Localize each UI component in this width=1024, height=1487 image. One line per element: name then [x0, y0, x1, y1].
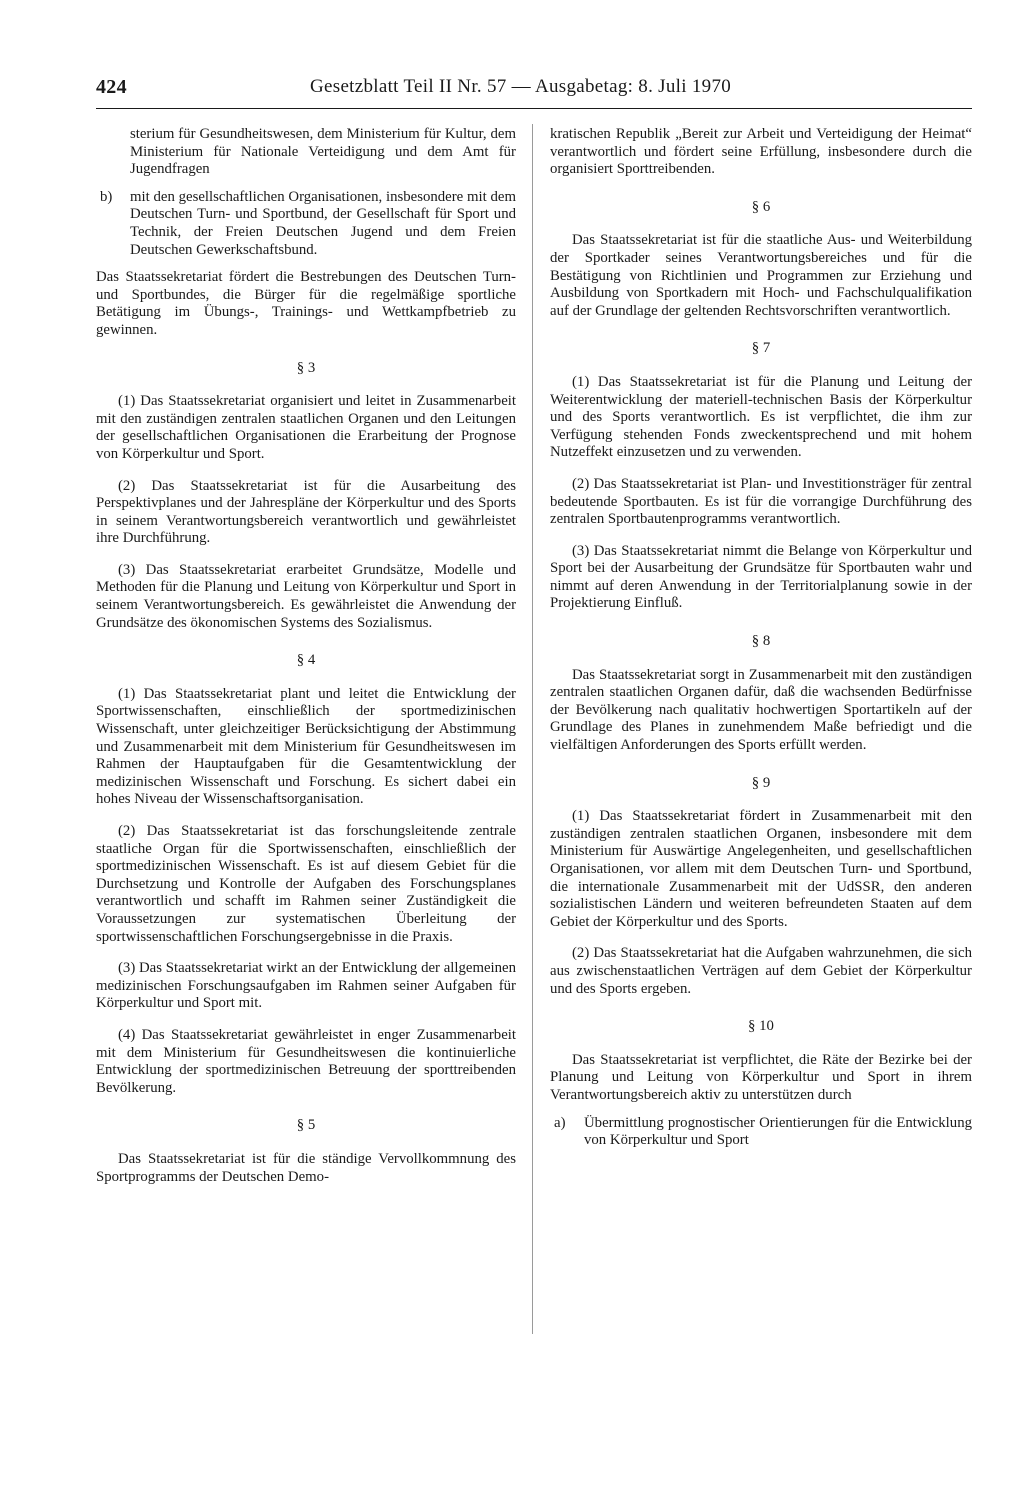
header-rule: [96, 108, 972, 109]
section-heading-5-label: § 5: [296, 1117, 316, 1134]
section-9-paragraph-1: (1) Das Staatssekretariat fördert in Zusammenarbeit mit den zuständigen zentralen staatlichen Organen, insbesondere mit dem Ministerium für Auswärtige Angelegenheiten, und gesellschaftlichen Organisationen, vor allem mit dem Deutschen Turn- und Sportbund, die internationale Zusammenarbeit mit der UdSSR, den anderen sozialistischen Ländern und weiteren befreundeten Staaten auf dem Gebiet der Körperkultur und des Sports.: [550, 808, 972, 930]
paragraph-foerdert: Das Staatssekretariat fördert die Bestrebungen des Deutschen Turn- und Sportbundes, die Bürger für die regelmäßige sportliche Betätigung im Übungs-, Trainings- und Wettkampfbetrieb zu gewinnen.: [96, 269, 516, 338]
list-item-b: [96, 189, 516, 259]
section-10-paragraph-1: Das Staatssekretariat ist verpflichtet, die Räte der Bezirke bei der Planung und Leitung von Körperkultur und Sport in ihrem Verantwortungsbereich aktiv zu unterstützen durch: [550, 1051, 972, 1103]
section-4-paragraph-3: (3) Das Staatssekretariat wirkt an der Entwicklung der allgemeinen medizinischen Forschungsaufgaben im Rahmen seiner Aufgaben für Körperkultur und Sport mit.: [96, 960, 516, 1012]
section-7-paragraph-3: (3) Das Staatssekretariat nimmt die Belange von Körperkultur und Sport bei der Ausarbeitung der Grundsätze für Sportbauten wahr und nimmt auf deren Anwendung in der Territorialplanung sowie in der Projektierung Einfluß.: [550, 542, 972, 612]
section-heading-6: [550, 199, 972, 217]
section-3-paragraph-1: (1) Das Staatssekretariat organisiert und leitet in Zusammenarbeit mit den zuständigen zentralen staatlichen Organen und den Leitungen der gesellschaftlichen Organisationen die Erarbeitung der Prognose von Körperkultur und Sport.: [96, 393, 516, 462]
section-heading-5: [96, 1117, 516, 1135]
section-7-paragraph-2: (2) Das Staatssekretariat ist Plan- und Investitionsträger für zentral bedeutende Sportbauten. Es ist für die vorrangige Durchführung des zentralen Sportbautenprogramms verantwortlich.: [550, 475, 972, 528]
running-title: Gesetzblatt Teil II Nr. 57 — Ausgabetag: 8. Juli 1970: [310, 76, 732, 97]
section-6-paragraph-1: Das Staatssekretariat ist für die staatliche Aus- und Weiterbildung der Sportkader seines Verantwortungsbereiches und für die Bestätigung von Richtlinien und Programmen zur Erziehung und Ausbildung von Sportkadern mit Hoch- und Fachschulqualifikation auf der Grundlage der geltenden Rechtsvorschriften verantwortlich.: [550, 232, 972, 319]
section-5-paragraph-1: Das Staatssekretariat ist für die ständige Vervollkommnung des Sportprogramms der Deutschen Demo-: [96, 1150, 516, 1185]
section-heading-9: [550, 775, 972, 793]
list-marker-a: a): [554, 1114, 566, 1131]
section-heading-10-label: § 10: [748, 1018, 774, 1035]
section-3-paragraph-3: (3) Das Staatssekretariat erarbeitet Grundsätze, Modelle und Methoden für die Planung und Leitung von Körperkultur und Sport in seinem Verantwortungsbereich. Es gewährleistet die Anwendung der Grundsätze des ökonomischen Systems des Sozialismus.: [96, 561, 516, 631]
list-text-b: mit den gesellschaftlichen Organisationen, insbesondere mit dem Deutschen Turn- und Sportbund, der Gesellschaft für Sport und Technik, der Freien Deutschen Jugend und dem Freien Deutschen Gewerkschaftsbund.: [130, 188, 516, 258]
section-4-paragraph-2: (2) Das Staatssekretariat ist das forschungsleitende zentrale staatliche Organ für die Sportwissenschaften, einschließlich der sportmedizinischen Wissenschaft. Es ist auf diesem Gebiet für die Durchsetzung und Kontrolle der Aufgaben des Forschungsplanes verantwortlich und schafft im Rahmen seiner Zuständigkeit die Voraussetzungen zur systematischen Überleitung der sportwissenschaftlichen Forschungsergebnisse in die Praxis.: [96, 823, 516, 945]
section-3-paragraph-2: (2) Das Staatssekretariat ist für die Ausarbeitung des Perspektivplanes und der Jahrespläne der Körperkultur und des Sports in seinem Verantwortungsbereich verantwortlich und gewährleistet ihre Durchführung.: [96, 477, 516, 547]
section-4-paragraph-4: (4) Das Staatssekretariat gewährleistet in enger Zusammenarbeit mit dem Ministerium für Gesundheitswesen die kontinuierliche Entwicklung der sportmedizinischen Betreuung der sporttreibenden Bevölkerung.: [96, 1026, 516, 1096]
section-heading-10: [550, 1018, 972, 1036]
column-divider: [532, 124, 533, 1334]
section-heading-8: [550, 633, 972, 651]
page-number: 424: [96, 76, 127, 98]
list-text-a: Übermittlung prognostischer Orientierungen für die Entwicklung von Körperkultur und Sport: [584, 1114, 972, 1149]
list-item-a: [550, 1115, 972, 1150]
left-column: [96, 126, 516, 1186]
section-heading-3-label: § 3: [296, 359, 316, 376]
list-marker-b: b): [100, 188, 113, 205]
section-heading-8-label: § 8: [751, 633, 771, 650]
section-8-paragraph-1: Das Staatssekretariat sorgt in Zusammenarbeit mit den zuständigen zentralen staatlichen Organen dafür, daß die wachsenden Bedürfnisse der Bevölkerung nach qualitativ hochwertigen Sportartikeln auf der Grundlage des Planes in zunehmendem Maße befriedigt und die vielfältigen Anforderungen des Sports erfüllt werden.: [550, 666, 972, 754]
section-heading-7-label: § 7: [751, 340, 771, 357]
section-heading-3: [96, 360, 516, 378]
section-heading-4-label: § 4: [296, 652, 316, 669]
page-header: [96, 72, 968, 102]
section-heading-4: [96, 652, 516, 670]
section-7-paragraph-1: (1) Das Staatssekretariat ist für die Planung und Leitung der Weiterentwicklung der materiell-technischen Basis der Körperkultur und des Sports verantwortlich. Es ist verpflichtet, die ihm zur Verfügung stehenden Fonds zweckentsprechend und mit hohem Nutzeffekt einzusetzen und zu verwenden.: [550, 373, 972, 461]
section-5-continuation: kratischen Republik „Bereit zur Arbeit und Verteidigung der Heimat“ verantwortlich und fördert seine Erfüllung, insbesondere durch die organisiert Sporttreibenden.: [550, 126, 972, 178]
item-a-continuation: sterium für Gesundheitswesen, dem Ministerium für Kultur, dem Ministerium für Nationale Verteidigung und dem Amt für Jugendfragen: [130, 126, 516, 178]
section-9-paragraph-2: (2) Das Staatssekretariat hat die Aufgaben wahrzunehmen, die sich aus zwischenstaatlichen Verträgen auf dem Gebiet der Körperkultur und des Sports ergeben.: [550, 945, 972, 997]
section-heading-6-label: § 6: [751, 198, 771, 215]
section-4-paragraph-1: (1) Das Staatssekretariat plant und leitet die Entwicklung der Sportwissenschaften, einschließlich der sportmedizinischen Wissenschaft, unter gleichzeitiger Berücksichtigung der Abstimmung und Zusammenarbeit mit dem Ministerium für Gesundheitswesen im Rahmen der Hauptaufgaben für die Gesamtentwicklung der medizinischen Wissenschaft und Forschung. Es sichert dabei ein hohes Niveau der Wissenschaftsorganisation.: [96, 685, 516, 808]
section-heading-7: [550, 340, 972, 358]
right-column: [550, 126, 972, 1150]
section-heading-9-label: § 9: [751, 774, 771, 791]
